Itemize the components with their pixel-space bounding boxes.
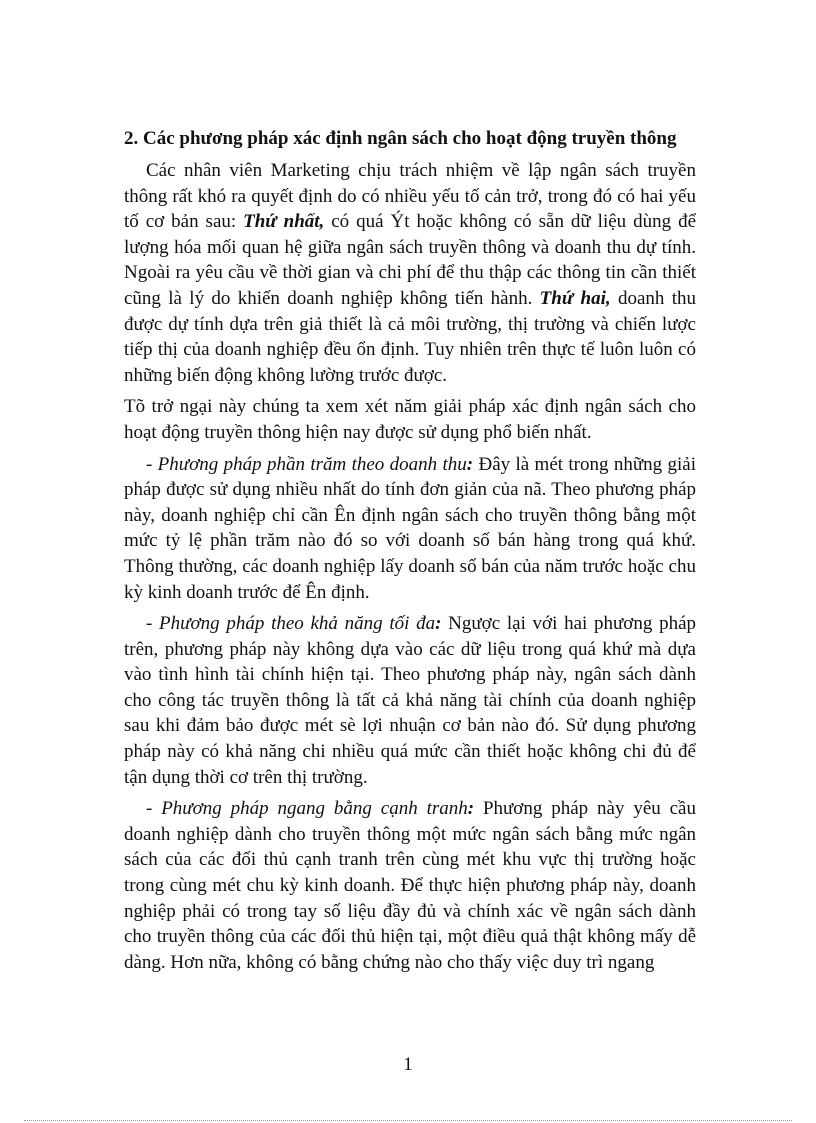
intro-text-2: có quá Ýt hoặc không có sẵn dữ liệu dùng để lượng hóa mối quan hệ giữa ngân sách truyền thông và doanh thu dự tính. Ngoài ra yêu cầu về thời gian và chi phí để thu thập các thông tin cần thiết cũng là lý do khiến doanh nghiệp không tiến hành. xyxy=(124,211,696,309)
emphasis-second: Thứ hai, xyxy=(539,287,611,309)
page-bottom-border xyxy=(24,1120,792,1121)
document-body xyxy=(124,158,696,981)
section-heading: 2. Các phương pháp xác định ngân sách cho hoạt động truyền thông xyxy=(124,128,677,149)
paragraph-method-competitive-parity xyxy=(124,796,696,975)
method-label: - Phương pháp phần trăm theo doanh thu xyxy=(146,453,467,475)
paragraph-method-percent-of-sales xyxy=(124,452,696,606)
method-label: - Phương pháp ngang bằng cạnh tranh xyxy=(146,798,468,820)
method-label: - Phương pháp theo khả năng tối đa xyxy=(146,613,436,635)
method-colon: : xyxy=(435,613,442,635)
emphasis-first: Thứ nhất, xyxy=(243,211,325,233)
method-text: Đây là mét trong những giải pháp được sử dụng nhiều nhất do tính đơn giản của nã. Theo phương pháp này, doanh nghiệp chỉ cần Ên định ngân sách cho truyền thông bằng một mức tỷ lệ phần trăm nào đó so với doanh số bán hàng trong quá khứ. Thông thường, các doanh nghiệp lấy doanh số bán của năm trước hoặc chu kỳ kinh doanh trước để Ên định. xyxy=(124,453,696,603)
method-colon: : xyxy=(467,798,475,820)
intro-text-3: doanh thu được dự tính dựa trên giả thiết là cả môi trường, thị trường và chiến lược tiếp thị của doanh nghiệp đều ổn định. Tuy nhiên trên thực tế luôn luôn có những biến động không lường trước được. xyxy=(124,287,696,386)
paragraph-overview: Tõ trở ngại này chúng ta xem xét năm giải pháp xác định ngân sách cho hoạt động truyền thông hiện nay được sử dụng phổ biến nhất. xyxy=(124,396,696,443)
paragraph-intro xyxy=(124,158,696,388)
method-text: Ngược lại với hai phương pháp trên, phương pháp này không dựa vào các dữ liệu trong quá khứ mà dựa vào tình hình tài chính hiện tại. Theo phương pháp này, ngân sách dành cho công tác truyền thông là tất cả khả năng tài chính của doanh nghiệp sau khi đảm bảo được mét sè lợi nhuận cơ bản nào đó. Sử dụng phương pháp này có khả năng chi nhiều quá mức cần thiết hoặc không chi đủ để tận dụng thời cơ trên thị trường. xyxy=(124,613,696,788)
paragraph-method-affordable xyxy=(124,611,696,790)
method-colon: : xyxy=(466,453,474,475)
method-text: Phương pháp này yêu cầu doanh nghiệp dành cho truyền thông một mức ngân sách bằng mức ngân sách của các đối thủ cạnh tranh trên cùng mét khu vực thị trường hoặc trong cùng mét chu kỳ kinh doanh. Để thực hiện phương pháp này, doanh nghiệp phải có trong tay số liệu đầy đủ và chính xác về ngân sách dành cho truyền thông của các đối thủ hiện tại, một điều quả thật không mấy dễ dàng. Hơn nữa, không có bằng chứng nào cho thấy việc duy trì ngang xyxy=(124,798,696,973)
page-number: 1 xyxy=(403,1054,413,1075)
intro-text-1: Các nhân viên Marketing chịu trách nhiệm về lập ngân sách truyền thông rất khó ra quyết định do có nhiều yếu tố cản trở, trong đó có hai yếu tố cơ bản sau: xyxy=(124,160,696,233)
